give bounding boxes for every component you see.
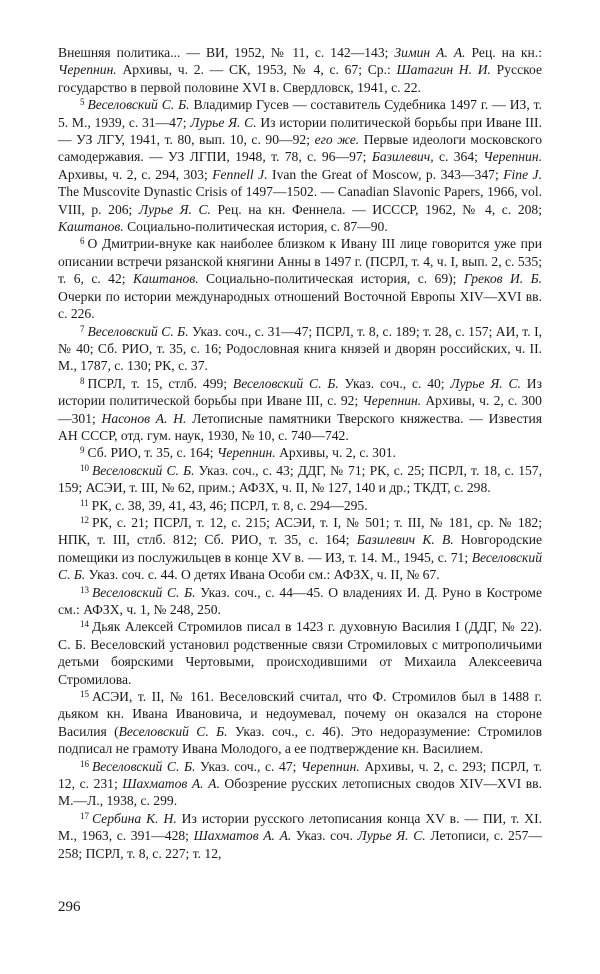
citation-text: Рец. на кн.: <box>465 45 542 60</box>
footnote <box>58 810 542 862</box>
citation-italic: Веселовский С. Б. <box>118 723 228 739</box>
citation-italic: Веселовский С. Б. <box>58 549 542 583</box>
citation-text: Указ. соч. <box>291 828 358 844</box>
footnotes-page <box>58 44 542 862</box>
citation-italic: Черепнин. <box>301 758 360 774</box>
citation-italic: его же. <box>314 132 360 148</box>
citation-italic: Веселовский С. Б. <box>92 758 196 774</box>
citation-italic: Веселовский С. Б. <box>87 323 189 339</box>
citation-text: Первые идеологи московского самодержавия. — УЗ ЛГПИ, 1948, т. 78, с. 96—97; <box>58 132 542 165</box>
citation-italic: Черепнин. <box>483 149 542 165</box>
citation-text: Архивы, ч. 2, с. 293; ПСРЛ, т. 12, с. 231; <box>58 758 542 792</box>
citation-italic: Веселовский С. Б. <box>92 462 195 478</box>
citation-text: Из истории политической борьбы при Иване III, с. 92; <box>58 375 542 409</box>
footnote-number: 12 <box>80 514 89 525</box>
citation-text: Указ. соч., с. 46). Это недоразумение: Стромилов подписал не грамоту Ивана Молодого, а ее подтверждение кн. Василием. <box>58 723 542 757</box>
footnote-number: 10 <box>80 462 89 473</box>
footnote <box>58 758 542 810</box>
citation-text: Сб. РИО, т. 35, с. 164; <box>87 445 217 461</box>
citation-text: АСЭИ, т. II, № 161. Веселовский считал, что Ф. Стромилов был в 1488 г. дьяком кн. Ивана Ивановича, и недоумевал, почему он оказался на стороне Василия ( <box>58 689 542 739</box>
citation-text: Летописи, с. 257—258; ПСРЛ, т. 8, с. 227; т. 12, <box>58 828 542 861</box>
citation-text: Ivan the Great of Moscow, p. 343—347; <box>267 166 504 182</box>
citation-text: Архивы, ч. 2, с. 300—301; <box>58 393 542 426</box>
citation-text: РК, с. 38, 39, 41, 43, 46; ПСРЛ, т. 8, с. 294—295. <box>91 497 368 513</box>
footnote-number: 13 <box>80 584 89 595</box>
footnote <box>58 584 542 619</box>
citation-text: РК, с. 21; ПСРЛ, т. 12, с. 215; АСЭИ, т. I, № 501; т. III, № 181, ср. № 182; НПК, т. III, стлб. 812; Сб. РИО, т. 35, с. 164; <box>58 514 542 548</box>
footnote-number: 9 <box>80 445 85 456</box>
footnote <box>58 462 542 497</box>
citation-text: Очерки по истории международных отношений Восточной Европы XIV—XVI вв. с. 226. <box>58 288 542 322</box>
footnote-number: 16 <box>80 758 89 769</box>
citation-text: Указ. соч., с. 47; <box>195 758 301 774</box>
citation-italic: Зимин А. А. <box>394 45 466 60</box>
citation-italic: Каштанов. <box>58 219 124 235</box>
citation-italic: Веселовский С. Б. <box>92 584 196 600</box>
citation-text: Русское государство в первой половине XVI в. Свердловск, 1941, с. 22. <box>58 62 543 95</box>
citation-text: Внешняя политика... — ВИ, 1952, № 11, с. 142—143; <box>58 45 395 60</box>
footnote-number: 15 <box>80 689 89 700</box>
footnote-number: 7 <box>80 323 85 334</box>
citation-text: Архивы, ч. 2, с. 301. <box>275 445 396 461</box>
citation-text: Летописные памятники Тверского княжества. — Известия АН СССР, отд. гум. наук, 1930, № 10, с. 740—742. <box>58 410 542 443</box>
citation-italic: Fine J. <box>503 166 542 182</box>
citation-italic: Насонов А. Н. <box>101 410 187 426</box>
citation-italic: Черепнин. <box>216 445 276 461</box>
footnote <box>58 444 542 461</box>
citation-text: Указ. соч., с. 43; ДДГ, № 71; РК, с. 25; ПСРЛ, т. 18, с. 157, 159; АСЭИ, т. III, № 62, прим.; АФЗХ, ч. II, № 127, 140 и др.; ТКДТ, с. 298. <box>58 462 542 496</box>
citation-text: The Muscovite Dynastic Crisis of 1497—1502. — Canadian Slavonic Papers, 1966, vol. VIII, p. 206; <box>58 184 542 217</box>
citation-text: с. 364; <box>433 149 484 165</box>
footnote <box>58 375 542 445</box>
citation-text: О Дмитрии-внуке как наиболее близком к Ивану III лице говорится уже при описании встречи рязанской княгини Анны в 1497 г. (ПСРЛ, т. 4, ч. I, вып. 2, с. 535; т. 6, с. 42; <box>58 236 542 287</box>
footnote <box>58 96 542 235</box>
citation-italic: Базилевич, <box>371 149 434 165</box>
citation-text: Рец. на кн. Феннела. — ИССCР, 1962, № 4, с. 208; <box>210 201 542 217</box>
footnote <box>58 514 542 584</box>
page-number: 296 <box>58 899 81 915</box>
citation-text: Обозрение русских летописных сводов XIV—XVI вв. М.—Л., 1938, с. 299. <box>58 776 542 809</box>
citation-text: Архивы, ч. 2. — СК, 1953, № 4, с. 67; Ср.: <box>116 62 397 78</box>
citation-italic: Базилевич К. В. <box>356 532 454 548</box>
citation-italic: Шатагин Н. И. <box>396 62 491 78</box>
citation-italic: Каштанов. <box>132 271 199 287</box>
citation-text: Указ. соч., с. 31—47; ПСРЛ, т. 8, с. 189; т. 28, с. 157; АИ, т. I, № 40; Сб. РИО, т. 35, с. 16; Родословная книга князей и дворян российских, ч. II. М., 1787, с. 130; РК, с. 37. <box>58 323 542 374</box>
footnote-number: 14 <box>80 619 89 630</box>
citation-italic: Сербина К. Н. <box>92 810 177 826</box>
footnote <box>58 618 542 688</box>
citation-text: Социально-политическая история, с. 87—90. <box>123 219 388 235</box>
citation-text: Указ. соч., с. 44—45. О владениях И. Д. Руно в Костроме см.: АФЗХ, ч. 1, № 248, 250. <box>58 584 543 617</box>
citation-text: Из истории русского летописания конца XV в. — ПИ, т. XI. М., 1963, с. 391—428; <box>58 810 542 844</box>
citation-italic: Шахматов А. А. <box>122 776 220 792</box>
citation-italic: Черепнин. <box>362 393 422 409</box>
footnote-number: 5 <box>80 97 85 108</box>
citation-italic: Fennell J. <box>212 166 268 182</box>
citation-italic: Греков И. Б. <box>463 271 543 287</box>
footnote-continuation <box>58 44 542 96</box>
citation-text: Из истории политической борьбы при Иване III. — УЗ ЛГУ, 1941, т. 80, вып. 10, с. 90—92; <box>58 114 542 148</box>
citation-text: Указ. соч. с. 44. О детях Ивана Особи см.: АФЗХ, ч. II, № 67. <box>85 567 440 583</box>
footnote-number: 8 <box>80 375 85 386</box>
citation-italic: Лурье Я. С. <box>450 375 521 391</box>
footnote-number: 11 <box>80 497 89 508</box>
citation-italic: Веселовский С. Б. <box>87 97 190 113</box>
footnote <box>58 235 542 322</box>
citation-italic: Лурье Я. С. <box>190 114 257 130</box>
footnote <box>58 688 542 758</box>
citation-italic: Лурье Я. С. <box>357 828 426 844</box>
citation-italic: Лурье Я. С. <box>138 201 211 217</box>
citation-text: Владимир Гусев — составитель Судебника 1497 г. — ИЗ, т. 5. М., 1939, с. 31—47; <box>58 97 542 130</box>
footnote <box>58 323 542 375</box>
citation-italic: Веселовский С. Б. <box>232 375 339 391</box>
footnote <box>58 497 542 514</box>
citation-italic: Шахматов А. А. <box>193 828 292 844</box>
citation-text: Указ. соч., с. 40; <box>338 375 451 391</box>
citation-text: Социально-политическая история, с. 69); <box>198 271 464 287</box>
citation-text: Дьяк Алексей Стромилов писал в 1423 г. духовную Василия I (ДДГ, № 22). С. Б. Веселовский установил родственные связи Стромиловых с митрополичьими детьми боярскими Чертовыми, происходившими от Михаила Алексеевича Стромилова. <box>58 619 542 687</box>
citation-text: Архивы, ч. 2, с. 294, 303; <box>58 166 213 182</box>
citation-text: ПСРЛ, т. 15, стлб. 499; <box>87 375 233 391</box>
citation-text: Новгородские помещики из послужильцев в конце XV в. — ИЗ, т. 14. М., 1945, с. 71; <box>58 532 543 565</box>
footnote-number: 17 <box>80 810 89 821</box>
citation-italic: Черепнин. <box>58 62 117 78</box>
footnote-number: 6 <box>80 236 85 247</box>
